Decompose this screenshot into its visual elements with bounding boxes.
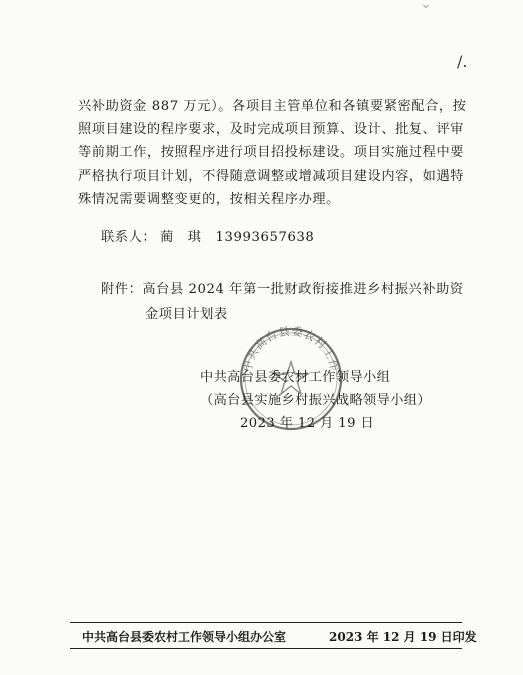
body-line: 殊情况需要调整变更的，按相关程序办理。 (78, 191, 340, 207)
svg-text:中共高台县委农村工作: 中共高台县委农村工作 (240, 324, 342, 373)
body-line: 等前期工作，按照程序进行项目招投标建设。项目实施过程中要 (78, 145, 465, 161)
footer-divider-top (70, 622, 462, 623)
footer-issue-date: 2023 年 12 月 19 日印发 (329, 630, 477, 644)
footer-divider-bottom (70, 648, 462, 649)
body-line: 照项目建设的程序要求，及时完成项目预算、设计、批复、评审 (78, 122, 465, 138)
contact-phone: 13993657638 (215, 230, 315, 245)
body-line: 兴补助资金 887 万元）。各项目主管单位和各镇要紧密配合，按 (78, 99, 467, 114)
corner-chevron-icon: ⌄ (420, 0, 432, 12)
attachment-block (101, 277, 464, 327)
body-line: 严格执行项目计划，不得随意调整或增减项目建设内容，如遇特 (78, 168, 465, 184)
attachment-title-line1: 高台县 2024 年第一批财政衔接推进乡村振兴补助资 (142, 282, 464, 297)
contact-label: 联系人： (101, 230, 157, 245)
footer-issuer: 中共高台县委农村工作领导小组办公室 (82, 630, 287, 644)
contact-name: 蔺 琪 (160, 230, 202, 245)
signature-org: 中共高台县委农村工作领导小组 (200, 370, 391, 385)
signature-date: 2023 年 12 月 19 日 (240, 416, 375, 431)
attachment-label: 附件： (101, 282, 143, 297)
signature-block (200, 366, 431, 435)
contact-line (101, 226, 314, 245)
signature-org-alt: （高台县实施乡村振兴战略领导小组） (200, 393, 431, 408)
page-mark: /. (457, 52, 468, 71)
body-paragraph (78, 95, 478, 211)
attachment-title-line2: 金项目计划表 (145, 307, 228, 322)
